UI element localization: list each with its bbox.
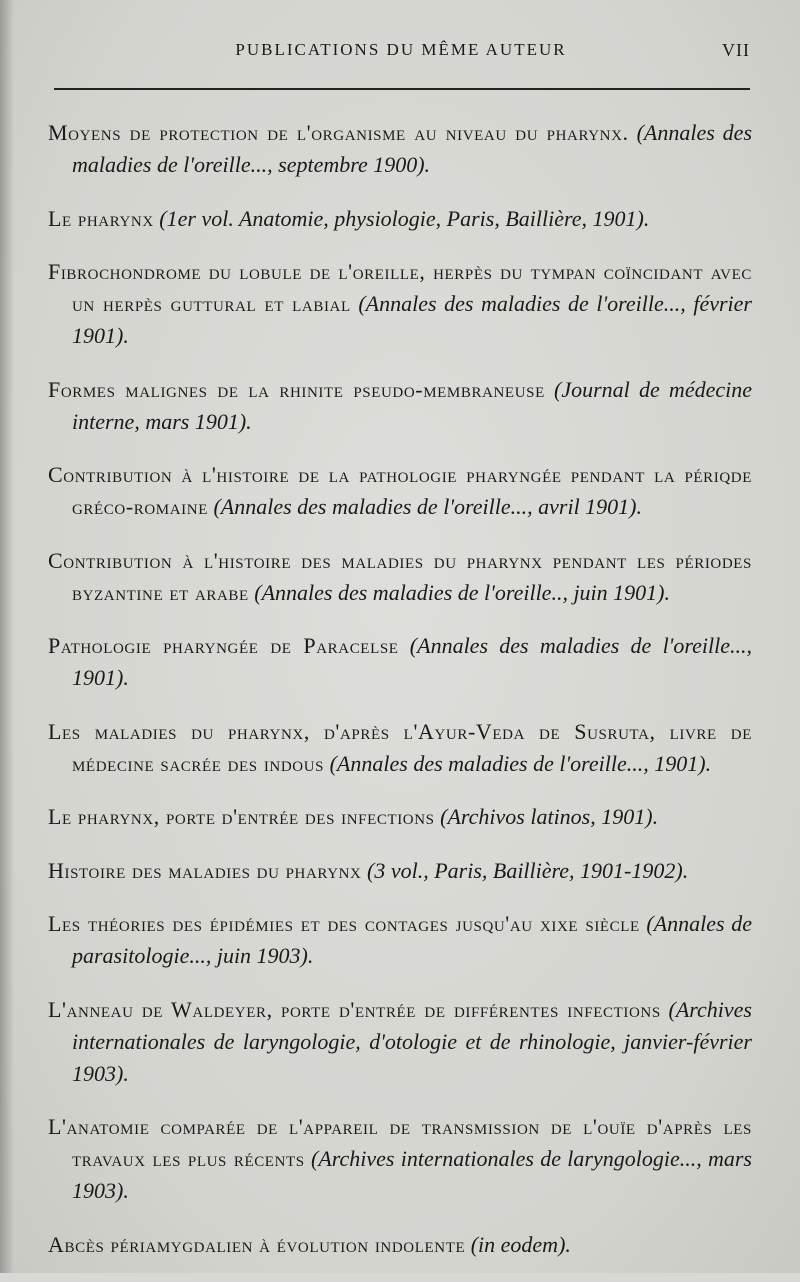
entry-title: Contribution à l'histoire de la pathologie pharyngée pendant la périqde gréco-romaine — [48, 462, 752, 519]
entry-title: Le pharynx, porte d'entrée des infections — [48, 804, 435, 829]
entry-title: Les théories des épidémies et des contages jusqu'au xixe siècle — [48, 911, 640, 936]
entry-title: Les maladies du pharynx, d'après l'Ayur-Veda de Susruta, livre de médecine sacrée des indous — [48, 718, 752, 776]
list-item — [48, 117, 752, 181]
entry-title: Histoire des maladies du pharynx — [48, 857, 362, 883]
publication-list — [48, 117, 752, 1282]
entry-source: (Annales des maladies de l'oreille..., février 1901). — [72, 291, 752, 348]
list-item — [48, 716, 752, 780]
entry-title: L'anneau de Waldeyer, porte d'entrée de différentes infections — [48, 996, 661, 1022]
list-item — [48, 256, 752, 352]
entry-title: Abcès périamygdalien à évolution indolente — [48, 1231, 466, 1257]
entry-title: Moyens de protection de l'organisme au niveau du pharynx. — [48, 120, 629, 145]
entry-source: (Annales des maladies de l'oreille..., septembre 1900). — [72, 120, 753, 177]
entry-source: (Annales des maladies de l'oreille.., juin 1901). — [248, 579, 670, 605]
list-item — [48, 801, 752, 833]
entry-source: (Archives internationales de laryngologie..., mars 1903). — [72, 1146, 752, 1203]
entry-source: (in eodem). — [465, 1231, 571, 1257]
list-item — [48, 1111, 752, 1207]
entry-title: Contribution à l'histoire des maladies du pharynx pendant les périodes byzantine et arabe — [48, 547, 752, 605]
entry-source: (Archivos latinos, 1901). — [434, 804, 659, 829]
list-item — [48, 994, 752, 1090]
list-item — [48, 908, 752, 972]
entry-source: (Journal de médecine interne, mars 1901). — [72, 376, 752, 434]
list-item — [48, 855, 752, 887]
list-item — [48, 203, 752, 235]
list-item — [48, 459, 752, 523]
entry-source: (Annales de parasitologie..., juin 1903). — [72, 911, 752, 968]
page-number: VII — [722, 40, 750, 60]
entry-source: (Annales des maladies de l'oreille..., avril 1901). — [207, 494, 643, 519]
page-header — [50, 40, 752, 80]
entry-title: Le pharynx — [48, 205, 154, 231]
entry-source: (Annales des maladies de l'oreille..., 1901). — [324, 750, 712, 776]
running-title: PUBLICATIONS DU MÊME AUTEUR — [235, 40, 567, 59]
entry-source: (3 vol., Paris, Baillière, 1901-1902). — [361, 857, 689, 883]
entry-source: (1er vol. Anatomie, physiologie, Paris, Baillière, 1901). — [153, 205, 650, 231]
header-rule — [54, 88, 750, 90]
entry-source: (Archives internationales de laryngologie, d'otologie et de rhinologie, janvier-février 1903). — [72, 996, 752, 1086]
list-item — [48, 374, 752, 438]
entry-title: L'anatomie comparée de l'appareil de transmission de l'ouïe d'après les travaux les plus récents — [48, 1114, 752, 1171]
entry-title: Formes malignes de la rhinite pseudo-membraneuse — [48, 376, 545, 402]
entry-title: Pathologie pharyngée de Paracelse — [48, 633, 399, 658]
entry-source: (Annales des maladies de l'oreille..., 1901). — [72, 633, 752, 690]
list-item — [48, 630, 752, 694]
list-item — [48, 1229, 752, 1261]
entry-title: Fibrochondrome du lobule de l'oreille, herpès du tympan coïncidant avec un herpès guttural et labial — [48, 259, 752, 316]
list-item — [48, 545, 752, 609]
